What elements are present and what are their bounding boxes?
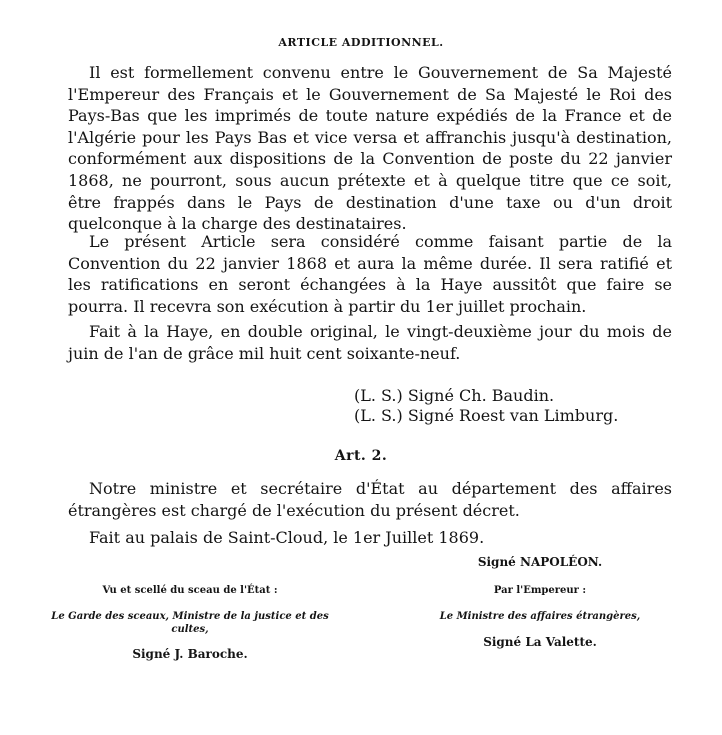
left-seal-line: Vu et scellé du sceau de l'État : [102, 585, 278, 596]
paragraph-4: Notre ministre et secrétaire d'État au département des affaires étrangères est chargé de l'exécution du présent décret. [68, 479, 672, 520]
paragraph-5: Fait au palais de Saint-Cloud, le 1er Juillet 1869. [89, 528, 485, 547]
signature-baudin: (L. S.) Signé Ch. Baudin. [354, 386, 555, 405]
right-by-emperor: Par l'Empereur : [493, 585, 587, 596]
art-2-heading: Art. 2. [334, 448, 388, 464]
paragraph-2: Le présent Article sera considéré comme faisant partie de la Convention du 22 janvier 1868 et aura la même durée. Il sera ratifié et les ratifications en seront échangées à la Haye aussitôt que faire se pourra. Il recevra son exécution à partir du 1er juillet prochain. [68, 232, 672, 316]
right-minister-line: Le Ministre des affaires étrangères, [439, 611, 641, 622]
left-signature: Signé J. Baroche. [132, 647, 248, 661]
left-minister-line: Le Garde des sceaux, Ministre de la justice et des cultes, [51, 611, 329, 635]
article-heading: ARTICLE ADDITIONNEL. [278, 36, 444, 49]
right-signature: Signé La Valette. [483, 635, 597, 649]
paragraph-1: Il est formellement convenu entre le Gouvernement de Sa Majesté l'Empereur des Français et le Gouvernement de Sa Majesté le Roi des Pays-Bas que les imprimés de toute nature expédiés de la France et de l'Algérie pour les Pays Bas et vice versa et affranchis jusqu'à destination, conformément aux dispositions de la Convention de poste du 22 janvier 1868, ne pourront, sous aucun prétexte et à quelque titre que ce soit, être frappés dans le Pays de destination d'une taxe ou d'un droit quelconque à la charge des destinataires. [68, 63, 672, 234]
paragraph-3: Fait à la Haye, en double original, le vingt-deuxième jour du mois de juin de l'an de grâce mil huit cent soixante-neuf. [68, 322, 672, 363]
right-emperor-signature: Signé NAPOLÉON. [477, 555, 603, 569]
signature-roest-van-limburg: (L. S.) Signé Roest van Limburg. [354, 406, 619, 425]
